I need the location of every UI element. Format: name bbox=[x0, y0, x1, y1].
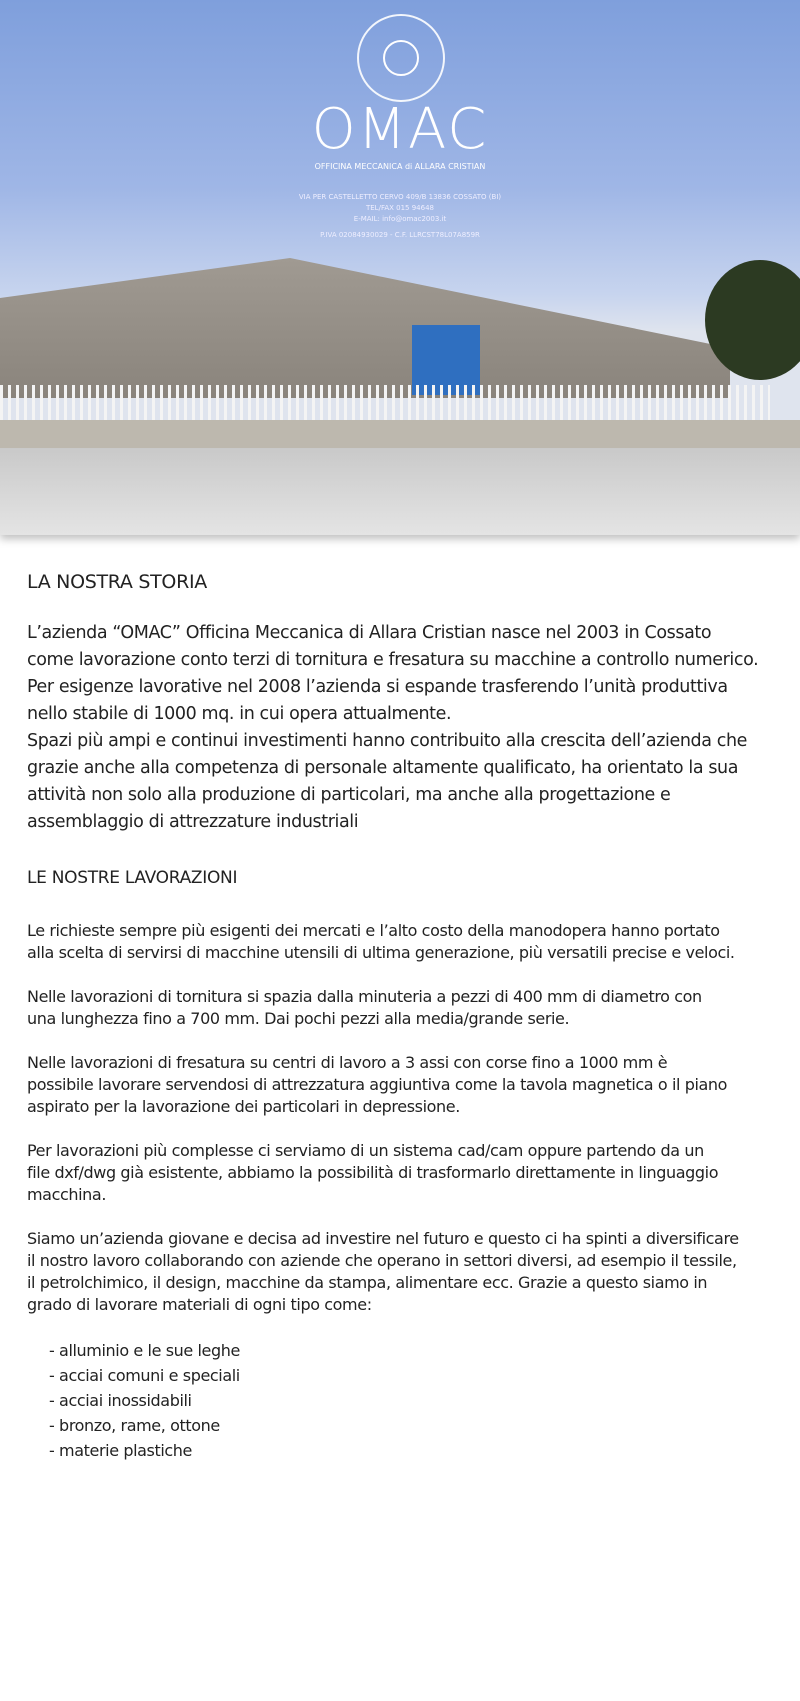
text-line: Per lavorazioni più complesse ci serviamo di un sistema cad/cam oppure partendo da un bbox=[27, 1141, 704, 1160]
text-line: il nostro lavoro collaborando con aziende che operano in settori diversi, ad esempio il tessile, bbox=[27, 1251, 737, 1270]
paragraph bbox=[27, 920, 787, 964]
paragraph bbox=[27, 1140, 787, 1206]
text-line: assemblaggio di attrezzature industriali bbox=[27, 812, 359, 832]
paragraph bbox=[27, 1052, 787, 1118]
material-item: - bronzo, rame, ottone bbox=[49, 1416, 220, 1435]
storia-heading: LA NOSTRA STORIA bbox=[27, 571, 207, 593]
wall bbox=[0, 420, 800, 450]
text-line: come lavorazione conto terzi di tornitura e fresatura su macchine a controllo numerico. bbox=[27, 650, 759, 670]
material-item: - acciai inossidabili bbox=[49, 1391, 192, 1410]
text-line: grado di lavorare materiali di ogni tipo come: bbox=[27, 1295, 372, 1314]
text-line: grazie anche alla competenza di personale altamente qualificato, ha orientato la sua bbox=[27, 758, 739, 778]
text-line: attività non solo alla produzione di particolari, ma anche alla progettazione e bbox=[27, 785, 671, 805]
material-item: - materie plastiche bbox=[49, 1441, 192, 1460]
text-line: alla scelta di servirsi di macchine utensili di ultima generazione, più versatili precise e veloci. bbox=[27, 943, 735, 962]
brand-name: OMAC bbox=[311, 97, 489, 162]
address: VIA PER CASTELLETTO CERVO 409/B 13836 COSSATO (BI) bbox=[298, 193, 502, 201]
lavorazioni-heading: LE NOSTRE LAVORAZIONI bbox=[27, 868, 238, 888]
text-line: nello stabile di 1000 mq. in cui opera attualmente. bbox=[27, 704, 452, 724]
text-line: Le richieste sempre più esigenti dei mercati e l’alto costo della manodopera hanno portato bbox=[27, 921, 720, 940]
text-line: Spazi più ampi e continui investimenti hanno contribuito alla crescita dell’azienda che bbox=[27, 731, 748, 751]
text-line: file dxf/dwg già esistente, abbiamo la possibilità di trasformarlo direttamente in linguaggio bbox=[27, 1163, 719, 1182]
text-line: possibile lavorare servendosi di attrezzatura aggiuntiva come la tavola magnetica o il piano bbox=[27, 1075, 728, 1094]
text-line: Nelle lavorazioni di tornitura si spazia dalla minuteria a pezzi di 400 mm di diametro con bbox=[27, 987, 702, 1006]
paragraph bbox=[27, 1228, 787, 1316]
building-image bbox=[0, 258, 730, 398]
omac-logo-icon bbox=[357, 14, 445, 102]
material-item: - alluminio e le sue leghe bbox=[49, 1341, 240, 1360]
text-line: una lunghezza fino a 700 mm. Dai pochi pezzi alla media/grande serie. bbox=[27, 1009, 570, 1028]
phone: TEL/FAX 015 94648 bbox=[365, 204, 434, 212]
main-content bbox=[27, 570, 787, 1463]
header-banner bbox=[0, 0, 800, 535]
text-line: Per esigenze lavorative nel 2008 l’azienda si espande trasferendo l’unità produttiva bbox=[27, 677, 728, 697]
material-item: - acciai comuni e speciali bbox=[49, 1366, 240, 1385]
lavorazioni-text bbox=[27, 920, 787, 1316]
materials-list bbox=[27, 1338, 787, 1463]
paragraph bbox=[27, 986, 787, 1030]
text-line: L’azienda “OMAC” Officina Meccanica di Allara Cristian nasce nel 2003 in Cossato bbox=[27, 623, 712, 643]
text-line: aspirato per la lavorazione dei particolari in depressione. bbox=[27, 1097, 460, 1116]
email: E-MAIL: info@omac2003.it bbox=[353, 215, 447, 223]
brand-subtitle: OFFICINA MECCANICA di ALLARA CRISTIAN bbox=[314, 162, 486, 171]
text-line: macchina. bbox=[27, 1185, 107, 1204]
text-line: Nelle lavorazioni di fresatura su centri di lavoro a 3 assi con corse fino a 1000 mm è bbox=[27, 1053, 668, 1072]
contact-info bbox=[0, 192, 800, 241]
storia-text bbox=[27, 620, 787, 836]
text-line: Siamo un’azienda giovane e decisa ad investire nel futuro e questo ci ha spinti a diversificare bbox=[27, 1229, 739, 1248]
text-line: il petrolchimico, il design, macchine da stampa, alimentare ecc. Grazie a questo siamo in bbox=[27, 1273, 708, 1292]
road bbox=[0, 448, 800, 535]
tax-info: P.IVA 02084930029 - C.F. LLRCST78L07A859R bbox=[320, 231, 480, 239]
fence bbox=[0, 385, 770, 425]
